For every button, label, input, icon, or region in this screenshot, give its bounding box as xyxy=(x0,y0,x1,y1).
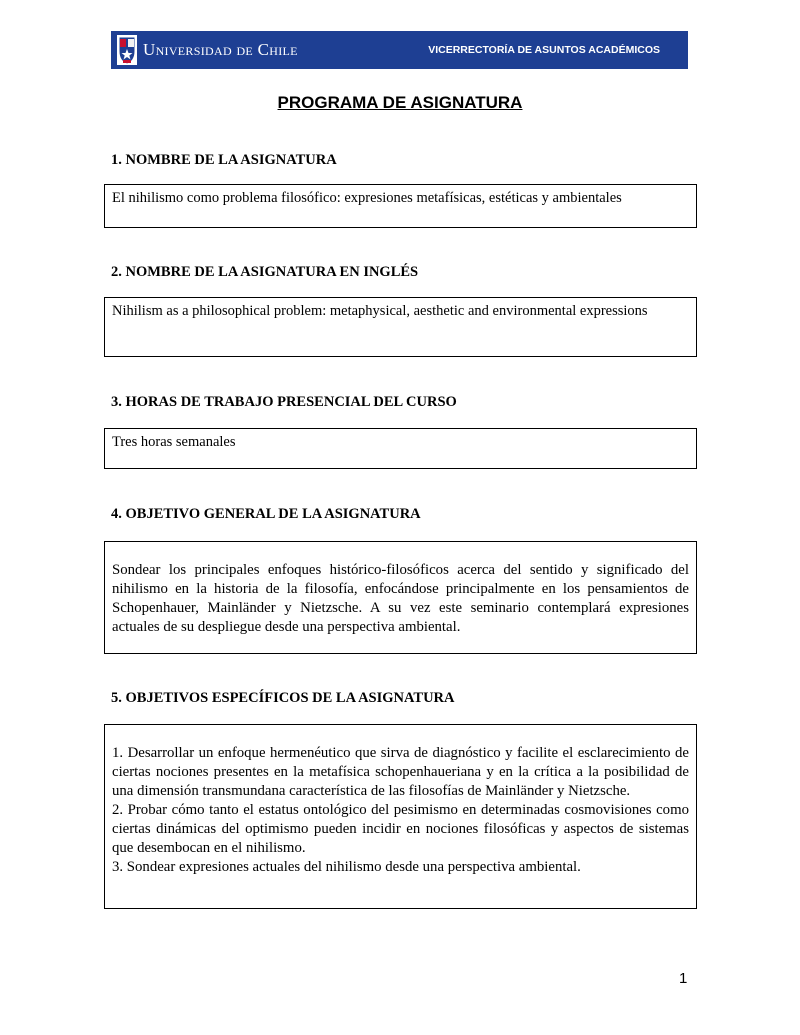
office-name: VICERRECTORÍA DE ASUNTOS ACADÉMICOS xyxy=(428,44,660,56)
section-1-heading: 1. NOMBRE DE LA ASIGNATURA xyxy=(111,152,337,168)
section-5-heading: 5. OBJETIVOS ESPECÍFICOS DE LA ASIGNATURA xyxy=(111,690,455,706)
section-3-box xyxy=(104,428,697,469)
page-title: PROGRAMA DE ASIGNATURA xyxy=(277,93,523,112)
section-4-heading: 4. OBJETIVO GENERAL DE LA ASIGNATURA xyxy=(111,506,421,522)
objective-item: 2. Probar cómo tanto el estatus ontológico del pesimismo en determinadas cosmovisiones como ciertas dinámicas del optimismo pueden incidir en nociones filosóficas y aspectos de sistemas que desembocan en el nihilismo. xyxy=(112,802,689,856)
objective-item: 1. Desarrollar un enfoque hermenéutico que sirva de diagnóstico y facilite el esclarecimiento de ciertas nociones presentes en la metafísica schopenhaueriana y en la crítica a la posibilidad de una dimensión transmundana característica de las filosofías de Mainländer y Nietzsche. xyxy=(112,745,689,799)
section-2-heading: 2. NOMBRE DE LA ASIGNATURA EN INGLÉS xyxy=(111,264,419,280)
page-number: 1 xyxy=(679,970,688,987)
section-1-text: El nihilismo como problema filosófico: expresiones metafísicas, estéticas y ambientales xyxy=(112,190,622,206)
university-name: Universidad de Chile xyxy=(143,40,298,59)
section-4-text: Sondear los principales enfoques histórico-filosóficos acerca del sentido y significado del nihilismo en la historia de la filosofía, enfocándose principalmente en los pensamientos de Schopenhauer, Mainländer y Nietzsche. A su vez este seminario contemplará expresiones actuales de su despliegue desde una perspectiva ambiental. xyxy=(112,562,689,635)
section-2-box xyxy=(104,297,697,357)
header-banner xyxy=(111,31,688,69)
section-3-heading: 3. HORAS DE TRABAJO PRESENCIAL DEL CURSO xyxy=(111,394,457,410)
section-1-box xyxy=(104,184,697,228)
university-shield-icon xyxy=(117,35,137,65)
objective-item: 3. Sondear expresiones actuales del nihilismo desde una perspectiva ambiental. xyxy=(112,859,581,875)
section-4-box xyxy=(104,541,697,654)
section-2-text: Nihilism as a philosophical problem: metaphysical, aesthetic and environmental expressions xyxy=(112,303,648,319)
section-3-text: Tres horas semanales xyxy=(112,434,236,450)
section-5-box xyxy=(104,724,697,909)
